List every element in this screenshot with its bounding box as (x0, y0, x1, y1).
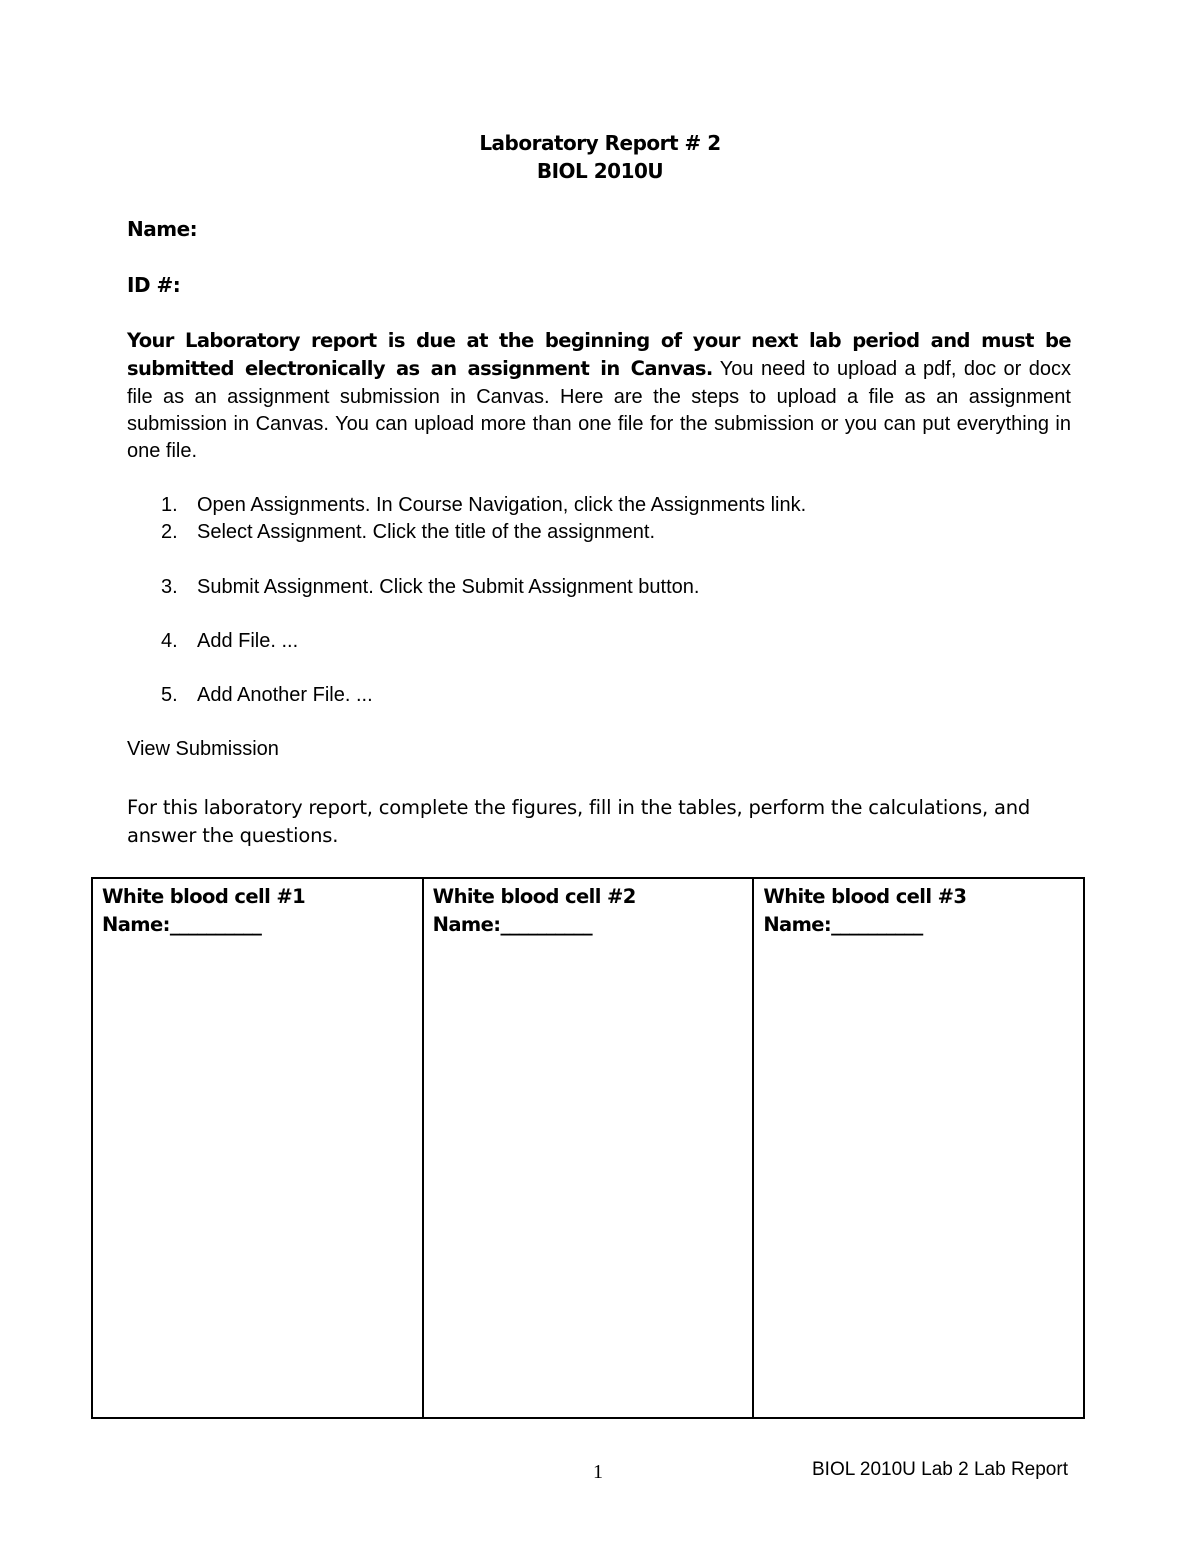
step-number: 2. (161, 521, 178, 543)
footer-label: BIOL 2010U Lab 2 Lab Report (812, 1459, 1068, 1480)
white-blood-cell-table (91, 877, 1085, 1419)
step-item (161, 521, 655, 544)
step-text: Open Assignments. In Course Navigation, click the Assignments link. (197, 494, 807, 516)
name-field-label: Name: (127, 217, 198, 241)
step-number: 1. (161, 494, 178, 516)
table-row (92, 878, 1084, 1418)
step-text: Select Assignment. Click the title of the assignment. (197, 521, 655, 543)
upload-notice: You need to upload a pdf, doc or docx file as an assignment submission in Canvas. Here are the steps to upload a file as an assignment submission in Canvas. You can upload more than one file for the submission or you can put everything in one file. (127, 358, 1071, 463)
cell-title: White blood cell #1 (102, 885, 306, 908)
white-blood-cell-1-box[interactable] (92, 878, 423, 1418)
id-field-label: ID #: (127, 273, 181, 297)
cell-title: White blood cell #3 (763, 885, 967, 908)
cell-name-line: Name:__________ (432, 913, 592, 936)
step-item (161, 494, 806, 517)
white-blood-cell-2-box[interactable] (423, 878, 754, 1418)
step-item (161, 576, 699, 599)
step-text: Add File. ... (197, 630, 299, 652)
report-title: Laboratory Report # 2 (479, 131, 721, 155)
cell-name-line: Name:__________ (102, 913, 262, 936)
white-blood-cell-3-box[interactable] (753, 878, 1084, 1418)
view-submission-text: View Submission (127, 738, 279, 760)
due-notice: Your Laboratory report is due at the beginning of your next lab period and must be submitted electronically as an assignment in Canvas. (127, 329, 1071, 381)
step-text: Submit Assignment. Click the Submit Assignment button. (197, 576, 700, 598)
step-number: 4. (161, 630, 178, 652)
report-instructions: For this laboratory report, complete the figures, fill in the tables, perform the calculations, and answer the questions. (127, 796, 1031, 847)
course-code: BIOL 2010U (536, 159, 664, 183)
cell-title: White blood cell #2 (432, 885, 636, 908)
step-number: 5. (161, 684, 178, 706)
step-item (161, 684, 373, 707)
step-number: 3. (161, 576, 178, 598)
cell-name-line: Name:__________ (763, 913, 923, 936)
step-text: Add Another File. ... (197, 684, 373, 706)
submission-instructions (127, 327, 1071, 465)
page-number: 1 (593, 1461, 603, 1483)
step-item (161, 630, 298, 653)
